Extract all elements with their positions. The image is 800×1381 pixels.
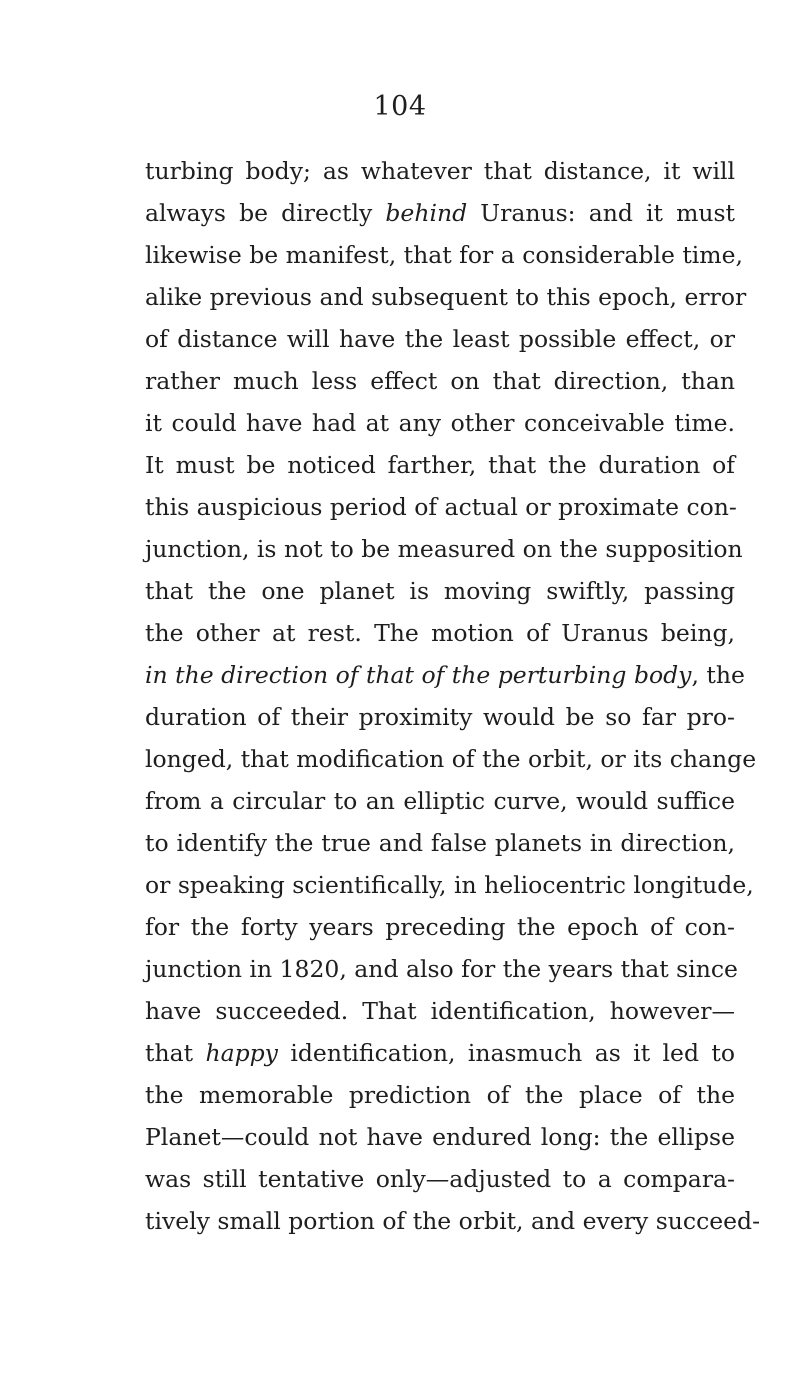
text-line: junction, is not to be measured on the supposition [145, 535, 743, 563]
text-line: alike previous and subsequent to this epoch, error [145, 283, 747, 311]
text-line: for the forty years preceding the epoch of con- [145, 913, 735, 941]
text-line: that happy identification, inasmuch as it led to [145, 1039, 735, 1067]
text-line: Planet—could not have endured long: the ellipse [145, 1123, 735, 1151]
text-line: It must be noticed farther, that the duration of [145, 451, 735, 479]
text-line: duration of their proximity would be so far pro- [145, 703, 735, 731]
text-line: from a circular to an elliptic curve, would suffice [145, 787, 735, 815]
text-line: in the direction of that of the perturbing body, the [145, 661, 745, 689]
text-line: to identify the true and false planets in direction, [145, 829, 735, 857]
text-line: junction in 1820, and also for the years that since [145, 955, 738, 983]
text-line: was still tentative only—adjusted to a compara- [145, 1165, 735, 1193]
text-line: always be directly behind Uranus: and it must [145, 199, 735, 227]
text-line: that the one planet is moving swiftly, passing [145, 577, 735, 605]
body-text [145, 150, 761, 1242]
text-line: of distance will have the least possible effect, or [145, 325, 735, 353]
text-line: or speaking scientifically, in heliocentric longitude, [145, 871, 754, 899]
text-line: the other at rest. The motion of Uranus being, [145, 619, 735, 647]
text-line: rather much less effect on that direction, than [145, 367, 735, 395]
text-line: have succeeded. That identification, however— [145, 997, 735, 1025]
text-line: the memorable prediction of the place of the [145, 1081, 735, 1109]
page-number: 104 [373, 91, 427, 122]
text-line: it could have had at any other conceivable time. [145, 409, 735, 437]
text-line: this auspicious period of actual or proximate con- [145, 493, 737, 521]
text-line: longed, that modification of the orbit, or its change [145, 745, 757, 773]
text-line: tively small portion of the orbit, and every succeed- [145, 1207, 761, 1235]
text-line: likewise be manifest, that for a considerable time, [145, 241, 743, 269]
text-line: turbing body; as whatever that distance, it will [145, 157, 735, 185]
